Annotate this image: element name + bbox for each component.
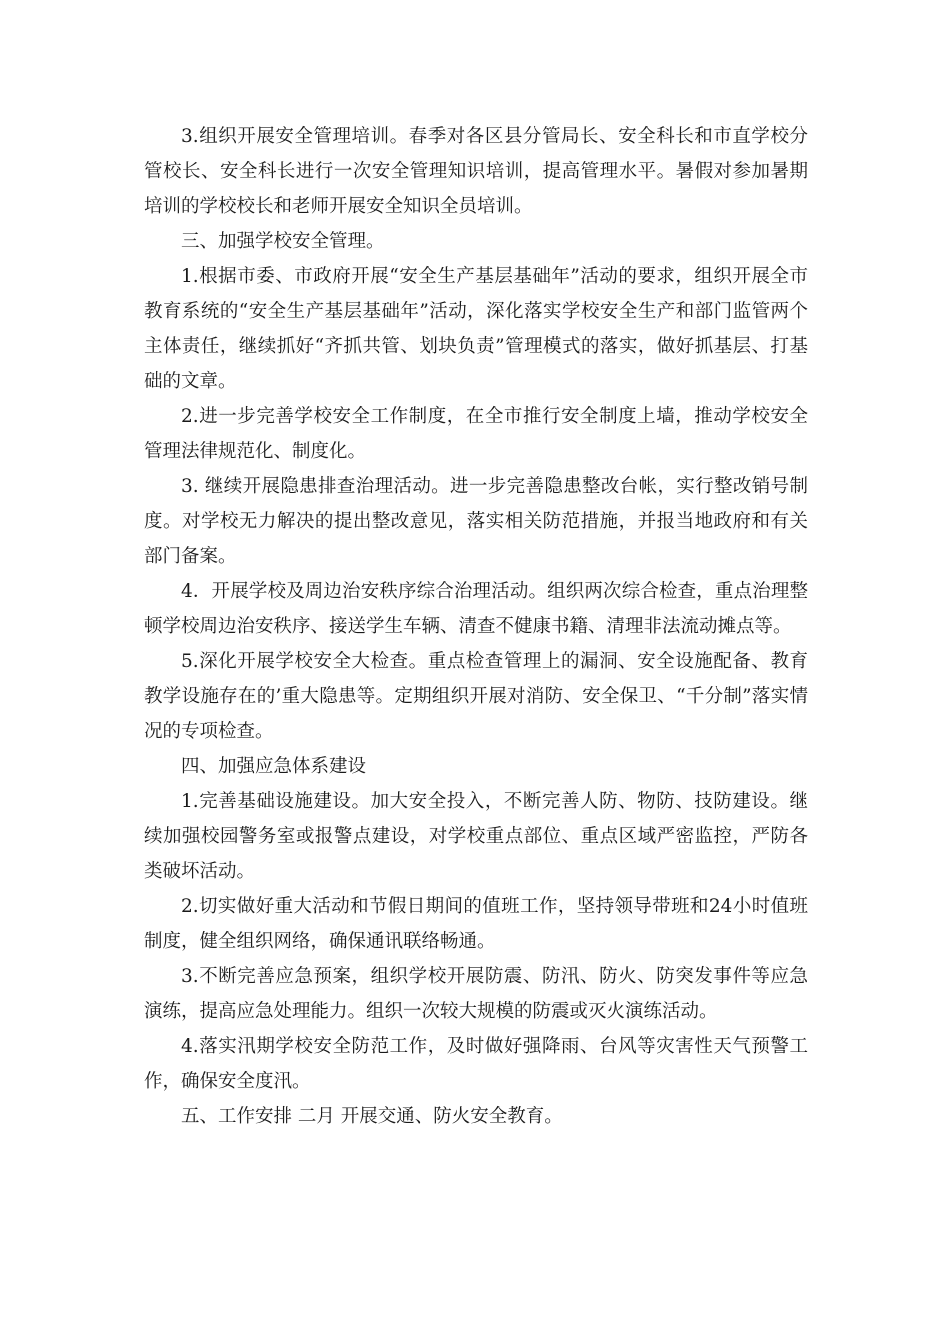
paragraph-base-year: 1.根据市委、市政府开展“安全生产基层基础年”活动的要求，组织开展全市教育系统的“安全生产基层基础年”活动，深化落实学校安全生产和部门监管两个主体责任，继续抓好“齐抓共管、划块负责”管理模式的落实，做好抓基层、打基础的文章。 — [144, 266, 808, 392]
paragraph-training: 3.组织开展安全管理培训。春季对各区县分管局长、安全科长和市直学校分管校长、安全科长进行一次安全管理知识培训，提高管理水平。暑假对参加暑期培训的学校校长和老师开展安全知识全员培训。 — [144, 126, 808, 217]
paragraph-safety-system: 2.进一步完善学校安全工作制度，在全市推行安全制度上墙，推动学校安全管理法律规范化、制度化。 — [144, 406, 808, 462]
paragraph-inspection: 5.深化开展学校安全大检查。重点检查管理上的漏洞、安全设施配备、教育教学设施存在的’重大隐患等。定期组织开展对消防、安全保卫、“千分制”落实情况的专项检查。 — [144, 651, 808, 742]
paragraph-emergency-plan: 3.不断完善应急预案，组织学校开展防震、防汛、防火、防突发事件等应急演练，提高应急处理能力。组织一次较大规模的防震或灭火演练活动。 — [144, 966, 808, 1022]
paragraph-flood-season: 4.落实汛期学校安全防范工作，及时做好强降雨、台风等灾害性天气预警工作，确保安全度汛。 — [144, 1036, 808, 1092]
section-heading-four: 四、加强应急体系建设 — [181, 756, 367, 777]
paragraph-hazard-check: 3. 继续开展隐患排查治理活动。进一步完善隐患整改台帐，实行整改销号制度。对学校无力解决的提出整改意见，落实相关防范措施，并报当地政府和有关部门备案。 — [144, 476, 808, 567]
section-heading-five: 五、工作安排 二月 开展交通、防火安全教育。 — [181, 1106, 563, 1127]
paragraph-public-order: 4．开展学校及周边治安秩序综合治理活动。组织两次综合检查，重点治理整顿学校周边治安秩序、接送学生车辆、清查不健康书籍、清理非法流动摊点等。 — [144, 581, 808, 637]
document-body — [144, 119, 808, 1134]
paragraph-duty: 2.切实做好重大活动和节假日期间的值班工作，坚持领导带班和24小时值班制度，健全组织网络，确保通讯联络畅通。 — [144, 896, 808, 952]
section-heading-three: 三、加强学校安全管理。 — [181, 231, 385, 252]
paragraph-infrastructure: 1.完善基础设施建设。加大安全投入，不断完善人防、物防、技防建设。继续加强校园警务室或报警点建设，对学校重点部位、重点区域严密监控，严防各类破坏活动。 — [144, 791, 808, 882]
